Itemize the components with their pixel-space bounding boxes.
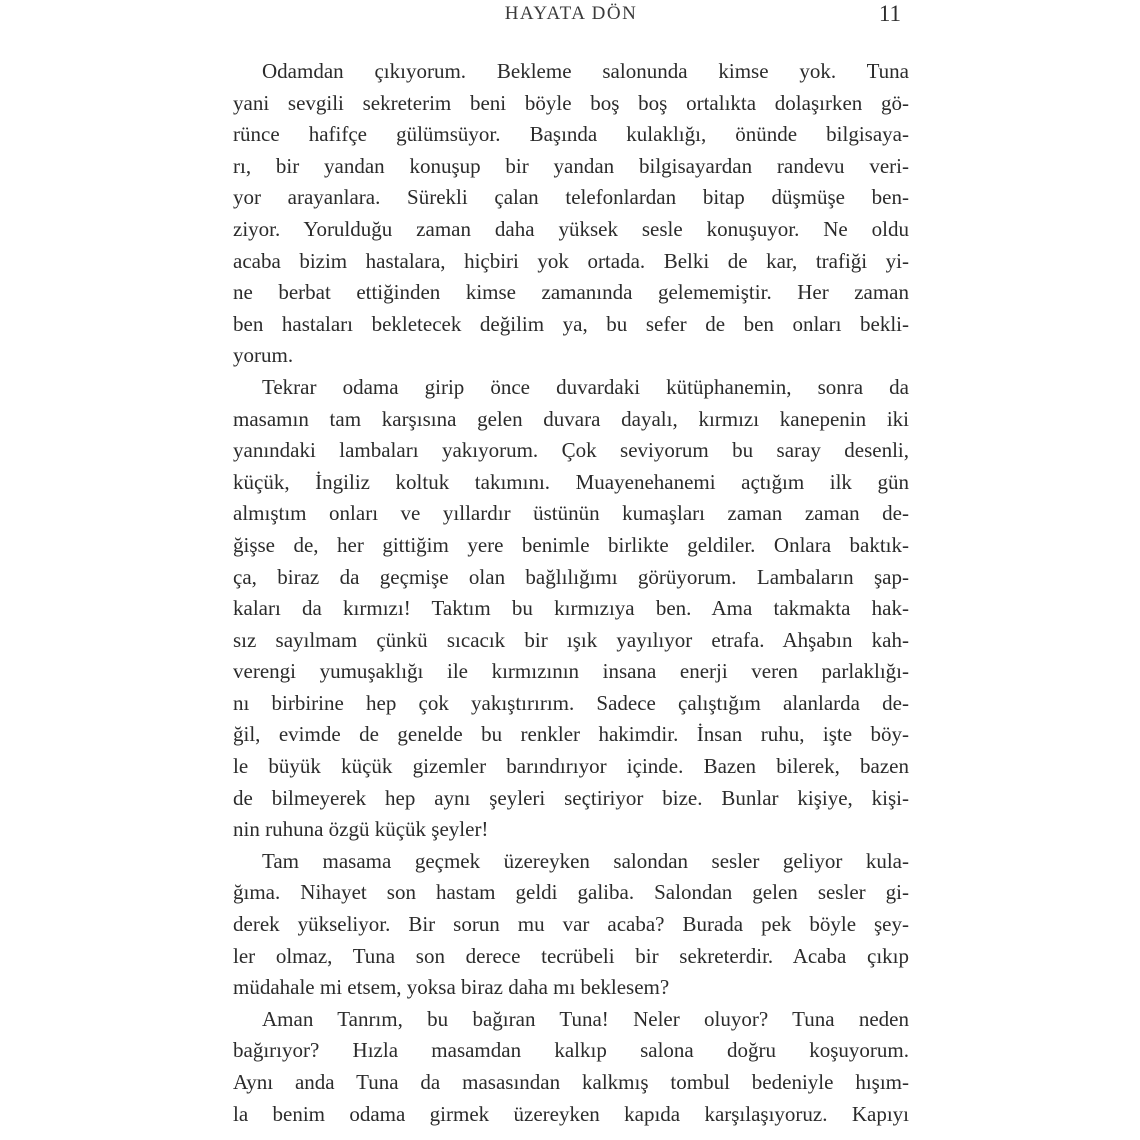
text-line: rı, bir yandan konuşup bir yandan bilgisayardan randevu veri- bbox=[233, 153, 909, 178]
text-line: ben hastaları bekletecek değilim ya, bu sefer de ben onları bekli- bbox=[233, 311, 909, 336]
text-line: de bilmeyerek hep aynı şeyleri seçtiriyor bize. Bunlar kişiye, kişi- bbox=[233, 785, 909, 810]
text-line: ça, biraz da geçmişe olan bağlılığımı görüyorum. Lambaların şap- bbox=[233, 564, 909, 589]
text-line: Aynı anda Tuna da masasından kalkmış tombul bedeniyle hışım- bbox=[233, 1070, 909, 1094]
text-line: masamın tam karşısına gelen duvara dayalı, kırmızı kanepenin iki bbox=[233, 406, 909, 431]
text-line: Tam masama geçmek üzereyken salondan sesler geliyor kula- bbox=[262, 848, 909, 873]
text-line: ne berbat ettiğinden kimse zamanında gelememiştir. Her zaman bbox=[233, 280, 909, 305]
text-line: nı birbirine hep çok yakıştırırım. Sadece çalıştığım alanlarda de- bbox=[233, 690, 909, 715]
text-line: acaba bizim hastalara, hiçbiri yok ortada. Belki de kar, trafiği yi- bbox=[233, 248, 909, 273]
running-header bbox=[233, 1, 909, 31]
paragraph-3 bbox=[233, 846, 909, 1004]
text-line: verengi yumuşaklığı ile kırmızının insana enerji veren parlaklığı- bbox=[233, 659, 909, 684]
text-line: yanındaki lambaları yakıyorum. Çok seviyorum bu saray desenli, bbox=[233, 438, 909, 463]
text-line: yorum. bbox=[233, 343, 294, 368]
body-text bbox=[233, 56, 909, 1130]
text-line: derek yükseliyor. Bir sorun mu var acaba? Burada pek böyle şey- bbox=[233, 912, 909, 937]
text-line: bağırıyor? Hızla masamdan kalkıp salona doğru koşuyorum. bbox=[233, 1038, 909, 1063]
text-line: müdahale mi etsem, yoksa biraz daha mı beklesem? bbox=[233, 975, 670, 1000]
text-line: ler olmaz, Tuna son derece tecrübeli bir sekreterdir. Acaba çıkıp bbox=[233, 943, 909, 968]
text-line: küçük, İngiliz koltuk takımını. Muayenehanemi açtığım ilk gün bbox=[233, 469, 909, 494]
text-line: Tekrar odama girip önce duvardaki kütüphanemin, sonra da bbox=[262, 374, 909, 399]
text-line: rünce hafifçe gülümsüyor. Başında kulaklığı, önünde bilgisaya- bbox=[233, 122, 909, 147]
text-line: Aman Tanrım, bu bağıran Tuna! Neler oluyor? Tuna neden bbox=[262, 1006, 909, 1031]
text-line: ğıma. Nihayet son hastam geldi galiba. Salondan gelen sesler gi- bbox=[233, 880, 909, 905]
text-line: nin ruhuna özgü küçük şeyler! bbox=[233, 817, 489, 842]
paragraph-4 bbox=[233, 1004, 909, 1130]
text-line: ğişse de, her gittiğim yere benimle birlikte geldiler. Onlara baktık- bbox=[233, 532, 909, 557]
text-line: yor arayanlara. Sürekli çalan telefonlardan bitap düşmüşe ben- bbox=[233, 185, 909, 210]
text-line: le büyük küçük gizemler barındırıyor içinde. Bazen bilerek, bazen bbox=[233, 754, 909, 779]
text-line: la benim odama girmek üzereyken kapıda karşılaşıyoruz. Kapıyı bbox=[233, 1101, 909, 1126]
chapter-title: HAYATA DÖN bbox=[504, 3, 638, 24]
paragraph-1 bbox=[233, 56, 909, 372]
text-line: yani sevgili sekreterim beni böyle boş boş ortalıkta dolaşırken gö- bbox=[233, 90, 909, 115]
text-line: almıştım onları ve yıllardır üstünün kumaşları zaman zaman de- bbox=[233, 501, 909, 526]
text-line: ziyor. Yorulduğu zaman daha yüksek sesle konuşuyor. Ne oldu bbox=[233, 216, 909, 241]
paragraph-2 bbox=[233, 372, 909, 846]
text-line: sız sayılmam çünkü sıcacık bir ışık yayılıyor etrafa. Ahşabın kah- bbox=[233, 627, 909, 652]
text-line: Odamdan çıkıyorum. Bekleme salonunda kimse yok. Tuna bbox=[262, 59, 909, 83]
text-line: kaları da kırmızı! Taktım bu kırmızıya ben. Ama takmakta hak- bbox=[233, 596, 909, 621]
page-number: 11 bbox=[878, 1, 901, 26]
text-line: ğil, evimde de genelde bu renkler hakimdir. İnsan ruhu, işte böy- bbox=[233, 722, 909, 747]
